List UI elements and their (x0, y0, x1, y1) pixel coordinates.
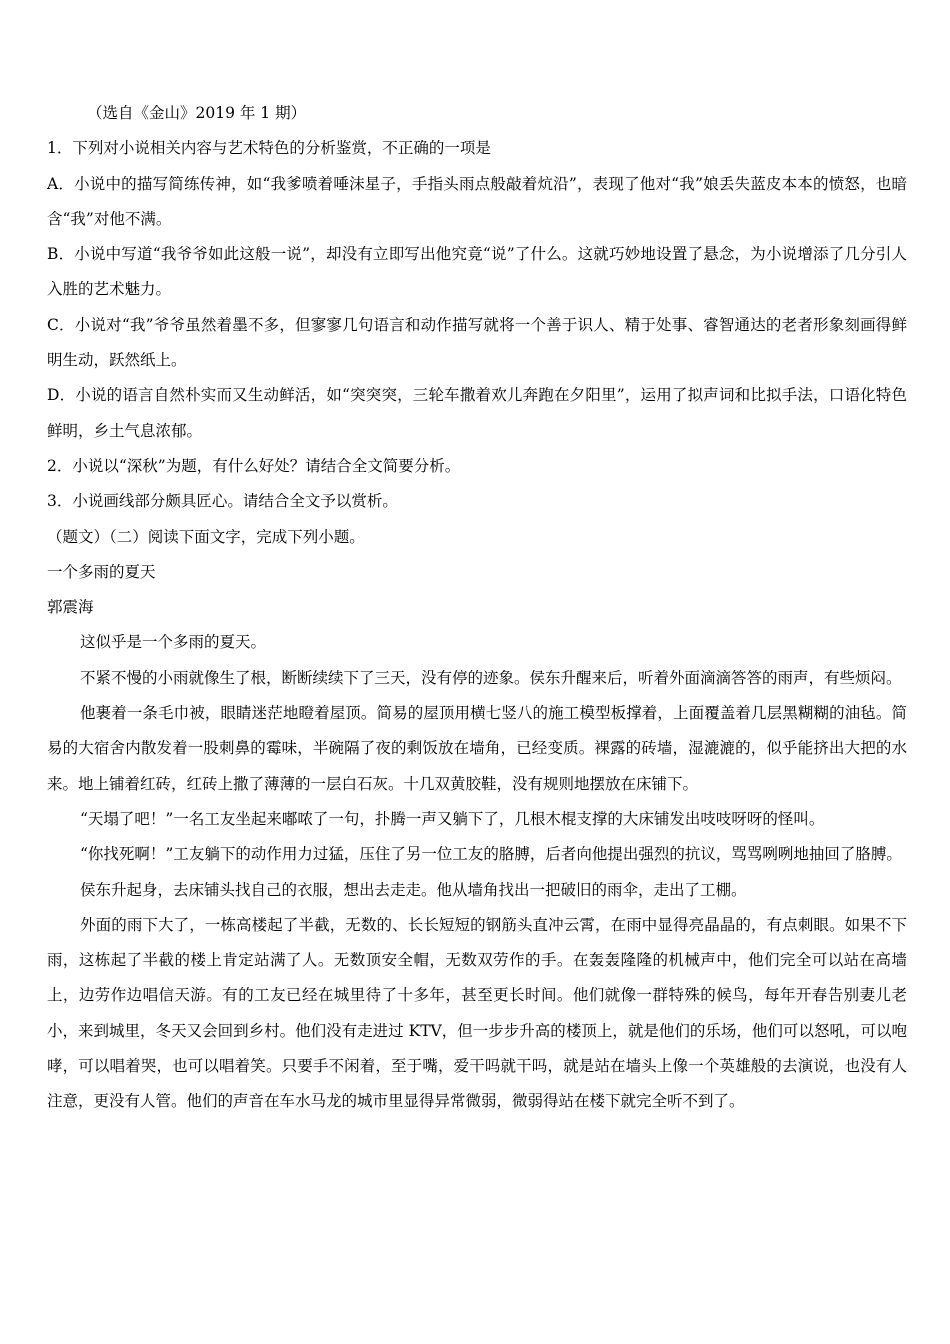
question-3: 3．小说画线部分颇具匠心。请结合全文予以赏析。 (47, 492, 398, 511)
story-paragraph: 外面的雨下大了，一栋高楼起了半截，无数的、长长短短的钢筋头直冲云霄，在雨中显得亮晶晶的，有点刺眼。如果不下雨，这栋起了半截的楼上肯定站满了人。无数顶安全帽，无数双劳作的手。在轰轰隆隆的机械声中，他们完全可以站在高墙上，边劳作边唱信天游。有的工友已经在城里待了十多年，甚至更长时间。他们就像一群特殊的候鸟，每年开春告别妻儿老小，来到城里，冬天又会回到乡村。他们没有走进过 KTV，但一步步升高的楼顶上，就是他们的乐场，他们可以怒吼，可以咆哮，可以唱着哭，也可以唱着笑。只要手不闲着，至于嘴，爱干吗就干吗，就是站在墙头上像一个英雄般的去演说，也没有人注意，更没有人管。他们的声音在车水马龙的城市里显得异常微弱，微弱得站在楼下就完全听不到了。 (47, 915, 907, 1111)
story-paragraph: 侯东升起身，去床铺头找自己的衣服，想出去走走。他从墙角找出一把破旧的雨伞，走出了工棚。 (80, 880, 747, 899)
source-citation: （选自《金山》2019 年 1 期） (87, 104, 307, 122)
question-stem: 1．下列对小说相关内容与艺术特色的分析鉴赏，不正确的一项是 (47, 139, 491, 158)
option-c: C．小说对“我”爷爷虽然着墨不多，但寥寥几句语言和动作描写就将一个善于识人、精于处事、睿智通达的老者形象刻画得鲜明生动，跃然纸上。 (47, 315, 907, 370)
story-author: 郭震海 (47, 598, 94, 617)
story-paragraph: “你找死啊！”工友躺下的动作用力过猛，压住了另一位工友的胳膊，后者向他提出强烈的抗议，骂骂咧咧地抽回了胳膊。 (80, 845, 902, 864)
document-page (47, 96, 907, 1120)
story-paragraph: 不紧不慢的小雨就像生了根，断断续续下了三天，没有停的迹象。侯东升醒来后，听着外面滴滴答答的雨声，有些烦闷。 (80, 668, 902, 687)
section-header: （题文）（二）阅读下面文字，完成下列小题。 (47, 527, 365, 546)
story-paragraph: 他裹着一条毛巾被，眼睛迷茫地瞪着屋顶。简易的屋顶用横七竖八的施工模型板撑着，上面覆盖着几层黑糊糊的油毡。简易的大宿舍内散发着一股刺鼻的霉味，半碗隔了夜的剩饭放在墙角，已经变质。裸露的砖墙，湿漉漉的，似乎能挤出大把的水来。地上铺着红砖，红砖上撒了薄薄的一层白石灰。十几双黄胶鞋，没有规则地摆放在床铺下。 (47, 704, 907, 793)
story-title: 一个多雨的夏天 (47, 562, 156, 581)
option-b: B．小说中写道“我爷爷如此这般一说”，却没有立即写出他究竟“说”了什么。这就巧妙地设置了悬念，为小说增添了几分引人入胜的艺术魅力。 (47, 245, 907, 299)
story-paragraph: “天塌了吧！”一名工友坐起来嘟哝了一句，扑腾一声又躺下了，几根木棍支撑的大床铺发出吱吱呀呀的怪叫。 (80, 809, 825, 828)
story-paragraph: 这似乎是一个多雨的夏天。 (80, 633, 267, 652)
option-d: D．小说的语言自然朴实而又生动鲜活，如“突突突，三轮车撒着欢儿奔跑在夕阳里”，运用了拟声词和比拟手法，口语化特色鲜明，乡土气息浓郁。 (47, 386, 907, 440)
option-a: A．小说中的描写简练传神，如“我爹喷着唾沫星子，手指头雨点般敲着炕沿”，表现了他对“我”娘丢失蓝皮本本的愤怒，也暗含“我”对他不满。 (47, 174, 907, 228)
story-body (47, 625, 907, 1119)
question-2: 2．小说以“深秋”为题，有什么好处？请结合全文简要分析。 (47, 456, 461, 475)
question-1 (47, 131, 907, 449)
